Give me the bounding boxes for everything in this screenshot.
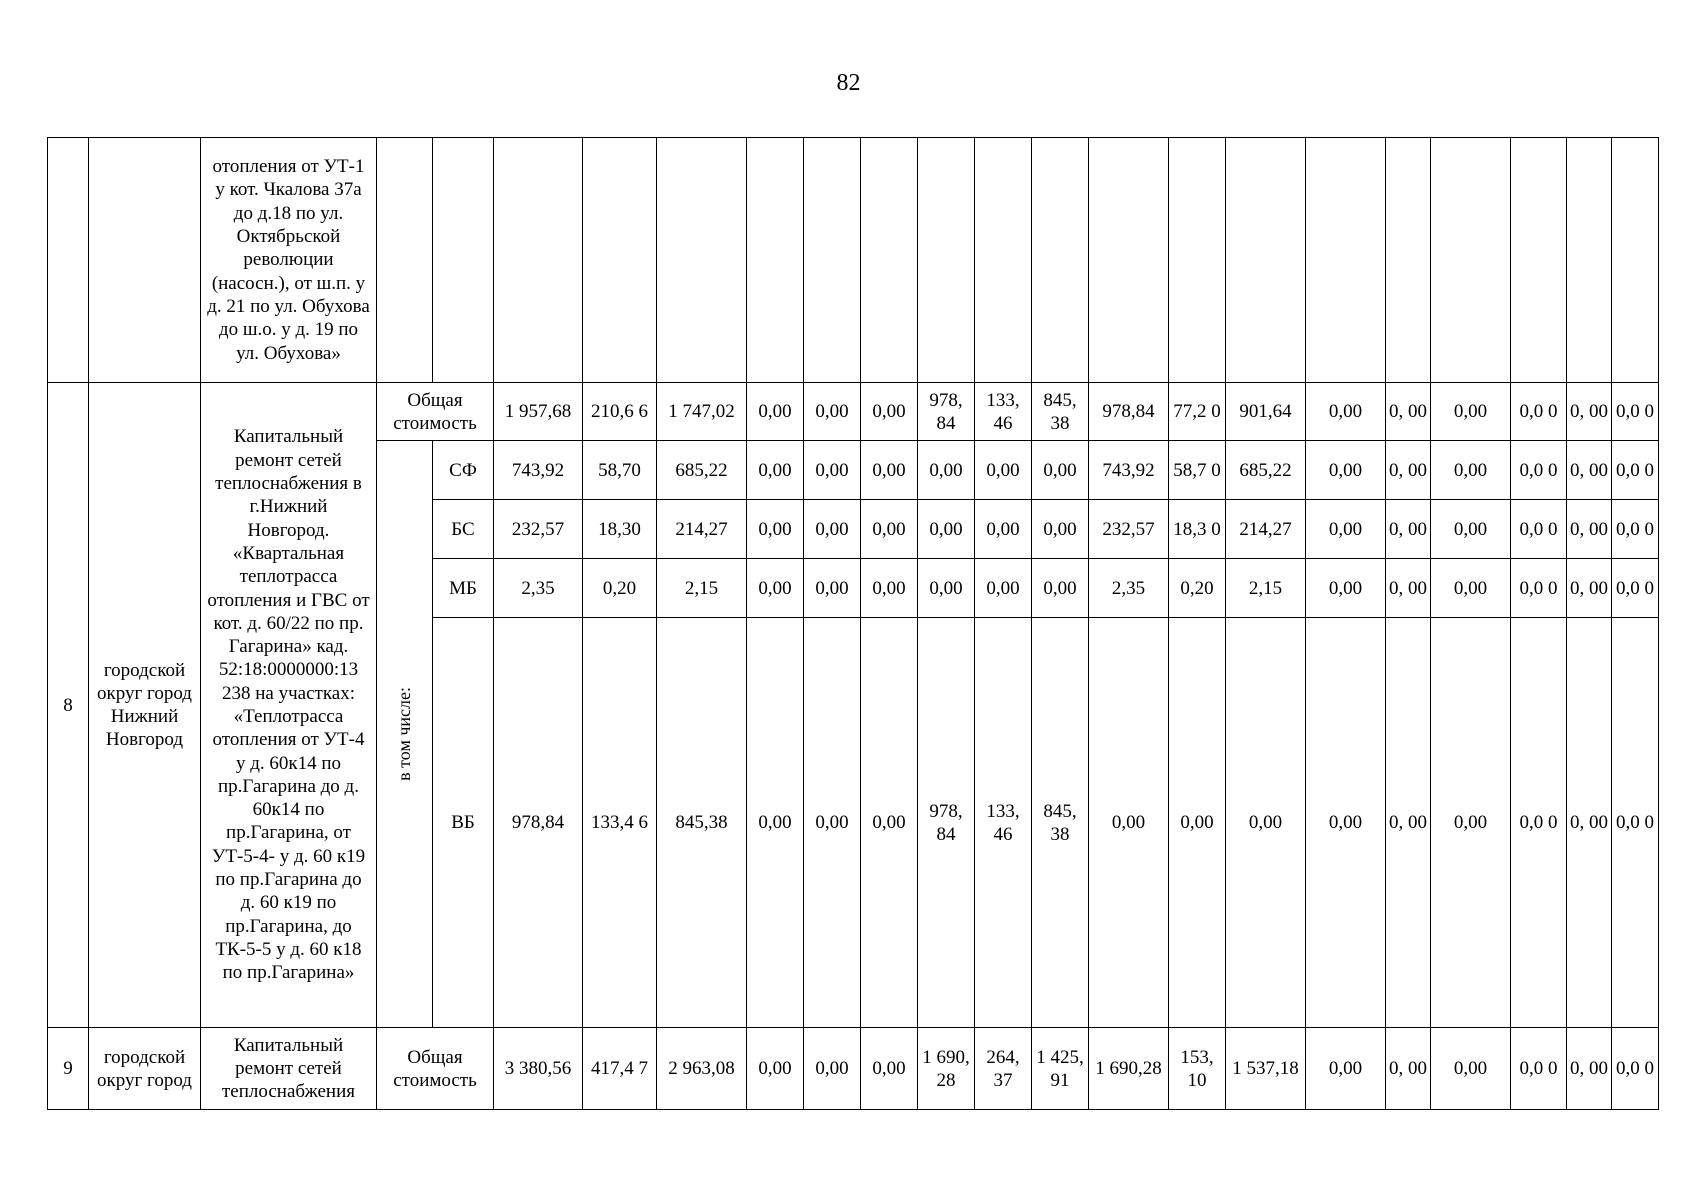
value-cell: 0,00 (861, 1028, 918, 1110)
value-cell: 0,00 (804, 618, 861, 1028)
value-cell: 133, 46 (975, 383, 1032, 441)
value-cell: 685,22 (1226, 441, 1306, 500)
value-cell: 1 690,28 (1089, 1028, 1169, 1110)
empty-cell (804, 138, 861, 383)
value-cell: 58,7 0 (1169, 441, 1226, 500)
value-cell: 2 963,08 (657, 1028, 747, 1110)
value-cell: 0,00 (1032, 441, 1089, 500)
value-cell: 1 957,68 (494, 383, 583, 441)
value-cell: 743,92 (494, 441, 583, 500)
empty-cell (1386, 138, 1431, 383)
value-cell: 978,84 (494, 618, 583, 1028)
value-cell: 153, 10 (1169, 1028, 1226, 1110)
value-cell: 0,00 (1431, 383, 1511, 441)
value-cell: 417,4 7 (583, 1028, 657, 1110)
value-cell: 0,00 (1431, 500, 1511, 559)
empty-cell (1511, 138, 1567, 383)
value-cell: 1 690, 28 (918, 1028, 975, 1110)
num-cell (48, 138, 89, 383)
value-cell: 0, 00 (1386, 441, 1431, 500)
value-cell: 133, 46 (975, 618, 1032, 1028)
value-cell: 0, 00 (1567, 441, 1612, 500)
value-cell: 214,27 (1226, 500, 1306, 559)
cost-table (47, 137, 1659, 1110)
value-cell: 0,00 (918, 441, 975, 500)
value-cell: 0, 00 (1386, 1028, 1431, 1110)
value-cell: 0,00 (804, 500, 861, 559)
value-cell: 0,00 (1169, 618, 1226, 1028)
value-cell: 264, 37 (975, 1028, 1032, 1110)
value-cell: 0,00 (747, 618, 804, 1028)
value-cell: 210,6 6 (583, 383, 657, 441)
value-cell: 743,92 (1089, 441, 1169, 500)
value-cell: 0,00 (804, 559, 861, 618)
value-cell: 0,00 (975, 500, 1032, 559)
value-cell: 845, 38 (1032, 383, 1089, 441)
value-cell: 1 747,02 (657, 383, 747, 441)
value-cell: 0, 00 (1567, 500, 1612, 559)
value-cell: 0,0 0 (1612, 500, 1659, 559)
value-cell: 133,4 6 (583, 618, 657, 1028)
value-cell: 0,0 0 (1612, 383, 1659, 441)
value-cell: 0, 00 (1386, 618, 1431, 1028)
value-cell: 0,00 (975, 441, 1032, 500)
value-cell: 0,00 (918, 500, 975, 559)
value-cell: 3 380,56 (494, 1028, 583, 1110)
empty-cell (377, 138, 433, 383)
empty-cell (1169, 138, 1226, 383)
value-cell: 0,00 (1431, 618, 1511, 1028)
value-cell: 0,00 (861, 383, 918, 441)
value-cell: 0,0 0 (1511, 618, 1567, 1028)
value-cell: 0,00 (1306, 618, 1386, 1028)
empty-cell (1306, 138, 1386, 383)
table-row-continued (48, 138, 1659, 383)
value-cell: 685,22 (657, 441, 747, 500)
value-cell: 0,00 (918, 559, 975, 618)
value-cell: 0,00 (1431, 559, 1511, 618)
empty-cell (657, 138, 747, 383)
description-cell: Капитальный ремонт сетей теплоснабжения (201, 1028, 377, 1110)
value-cell: 18,3 0 (1169, 500, 1226, 559)
value-cell: 0,00 (1306, 500, 1386, 559)
source-label: МБ (433, 559, 494, 618)
empty-cell (1612, 138, 1659, 383)
incl-label: в том числе: (394, 687, 414, 781)
value-cell: 0,20 (583, 559, 657, 618)
value-cell: 0,00 (1431, 441, 1511, 500)
page-number: 82 (836, 70, 861, 96)
value-cell: 232,57 (1089, 500, 1169, 559)
empty-cell (1032, 138, 1089, 383)
empty-cell (1431, 138, 1511, 383)
value-cell: 2,15 (1226, 559, 1306, 618)
value-cell: 0,00 (1032, 500, 1089, 559)
empty-cell (433, 138, 494, 383)
value-cell: 0, 00 (1567, 559, 1612, 618)
value-cell: 0,00 (861, 559, 918, 618)
value-cell: 0, 00 (1386, 559, 1431, 618)
value-cell: 0, 00 (1567, 618, 1612, 1028)
value-cell: 1 537,18 (1226, 1028, 1306, 1110)
value-cell: 0,0 0 (1612, 559, 1659, 618)
value-cell: 0,00 (747, 1028, 804, 1110)
source-label: БС (433, 500, 494, 559)
value-cell: 0,00 (1089, 618, 1169, 1028)
value-cell: 0,0 0 (1511, 383, 1567, 441)
value-cell: 0,0 0 (1511, 559, 1567, 618)
value-cell: 0,00 (1032, 559, 1089, 618)
empty-cell (1567, 138, 1612, 383)
value-cell: 0,0 0 (1511, 1028, 1567, 1110)
value-cell: 0,00 (975, 559, 1032, 618)
value-cell: 77,2 0 (1169, 383, 1226, 441)
empty-cell (1089, 138, 1169, 383)
value-cell: 0,00 (1306, 1028, 1386, 1110)
value-cell: 0,00 (804, 441, 861, 500)
value-cell: 0,20 (1169, 559, 1226, 618)
table-row-9-total (48, 1028, 1659, 1110)
value-cell: 2,15 (657, 559, 747, 618)
empty-cell (975, 138, 1032, 383)
value-cell: 232,57 (494, 500, 583, 559)
value-cell: 0,00 (804, 383, 861, 441)
municipality-cell (89, 138, 201, 383)
value-cell: 0,00 (747, 559, 804, 618)
row-number: 8 (48, 383, 89, 1028)
source-label: ВБ (433, 618, 494, 1028)
value-cell: 901,64 (1226, 383, 1306, 441)
value-cell: 0,0 0 (1511, 500, 1567, 559)
value-cell: 18,30 (583, 500, 657, 559)
value-cell: 0,00 (1306, 559, 1386, 618)
empty-cell (1226, 138, 1306, 383)
empty-cell (583, 138, 657, 383)
municipality-cell: городской округ город Нижний Новгород (89, 383, 201, 1028)
row-number: 9 (48, 1028, 89, 1110)
value-cell: 845, 38 (1032, 618, 1089, 1028)
value-cell: 0, 00 (1386, 500, 1431, 559)
value-cell: 0,00 (1226, 618, 1306, 1028)
value-cell: 1 425, 91 (1032, 1028, 1089, 1110)
value-cell: 0,00 (1306, 441, 1386, 500)
value-cell: 0,00 (747, 441, 804, 500)
empty-cell (861, 138, 918, 383)
value-cell: 0,00 (747, 383, 804, 441)
value-cell: 978, 84 (918, 618, 975, 1028)
value-cell: 0, 00 (1567, 1028, 1612, 1110)
value-cell: 0,0 0 (1612, 1028, 1659, 1110)
value-cell: 845,38 (657, 618, 747, 1028)
total-label: Общая стоимость (377, 1028, 494, 1110)
value-cell: 0,00 (804, 1028, 861, 1110)
value-cell: 0,0 0 (1612, 441, 1659, 500)
municipality-cell: городской округ город (89, 1028, 201, 1110)
total-label: Общая стоимость (377, 383, 494, 441)
table-row-8-total (48, 383, 1659, 441)
empty-cell (918, 138, 975, 383)
value-cell: 978, 84 (918, 383, 975, 441)
description-cell: Капитальный ремонт сетей теплоснабжения в г.Нижний Новгород. «Квартальная теплотрасса отопления и ГВС от кот. д. 60/22 по пр. Гагарина» кад. 52:18:0000000:13 238 на участках: «Теплотрасса отопления от УТ-4 у д. 60к14 по пр.Гагарина до д. 60к14 по пр.Гагарина, от УТ-5-4- у д. 60 к19 по пр.Гагарина до д. 60 к19 по пр.Гагарина, до ТК-5-5 у д. 60 к18 по пр.Гагарина» (201, 383, 377, 1028)
value-cell: 0,00 (1431, 1028, 1511, 1110)
description-cell: отопления от УТ-1 у кот. Чкалова 37а до д.18 по ул. Октябрьской революции (насосн.), от ш.п. у д. 21 по ул. Обухова до ш.о. у д. 19 по ул. Обухова» (201, 138, 377, 383)
value-cell: 0, 00 (1567, 383, 1612, 441)
value-cell: 0,00 (861, 500, 918, 559)
value-cell: 0, 00 (1386, 383, 1431, 441)
empty-cell (747, 138, 804, 383)
value-cell: 0,0 0 (1612, 618, 1659, 1028)
value-cell: 0,00 (1306, 383, 1386, 441)
source-label: СФ (433, 441, 494, 500)
value-cell: 0,00 (861, 441, 918, 500)
value-cell: 0,00 (861, 618, 918, 1028)
value-cell: 214,27 (657, 500, 747, 559)
value-cell: 0,00 (747, 500, 804, 559)
value-cell: 58,70 (583, 441, 657, 500)
empty-cell (494, 138, 583, 383)
incl-label-cell (377, 441, 433, 1028)
value-cell: 0,0 0 (1511, 441, 1567, 500)
value-cell: 2,35 (1089, 559, 1169, 618)
value-cell: 2,35 (494, 559, 583, 618)
value-cell: 978,84 (1089, 383, 1169, 441)
